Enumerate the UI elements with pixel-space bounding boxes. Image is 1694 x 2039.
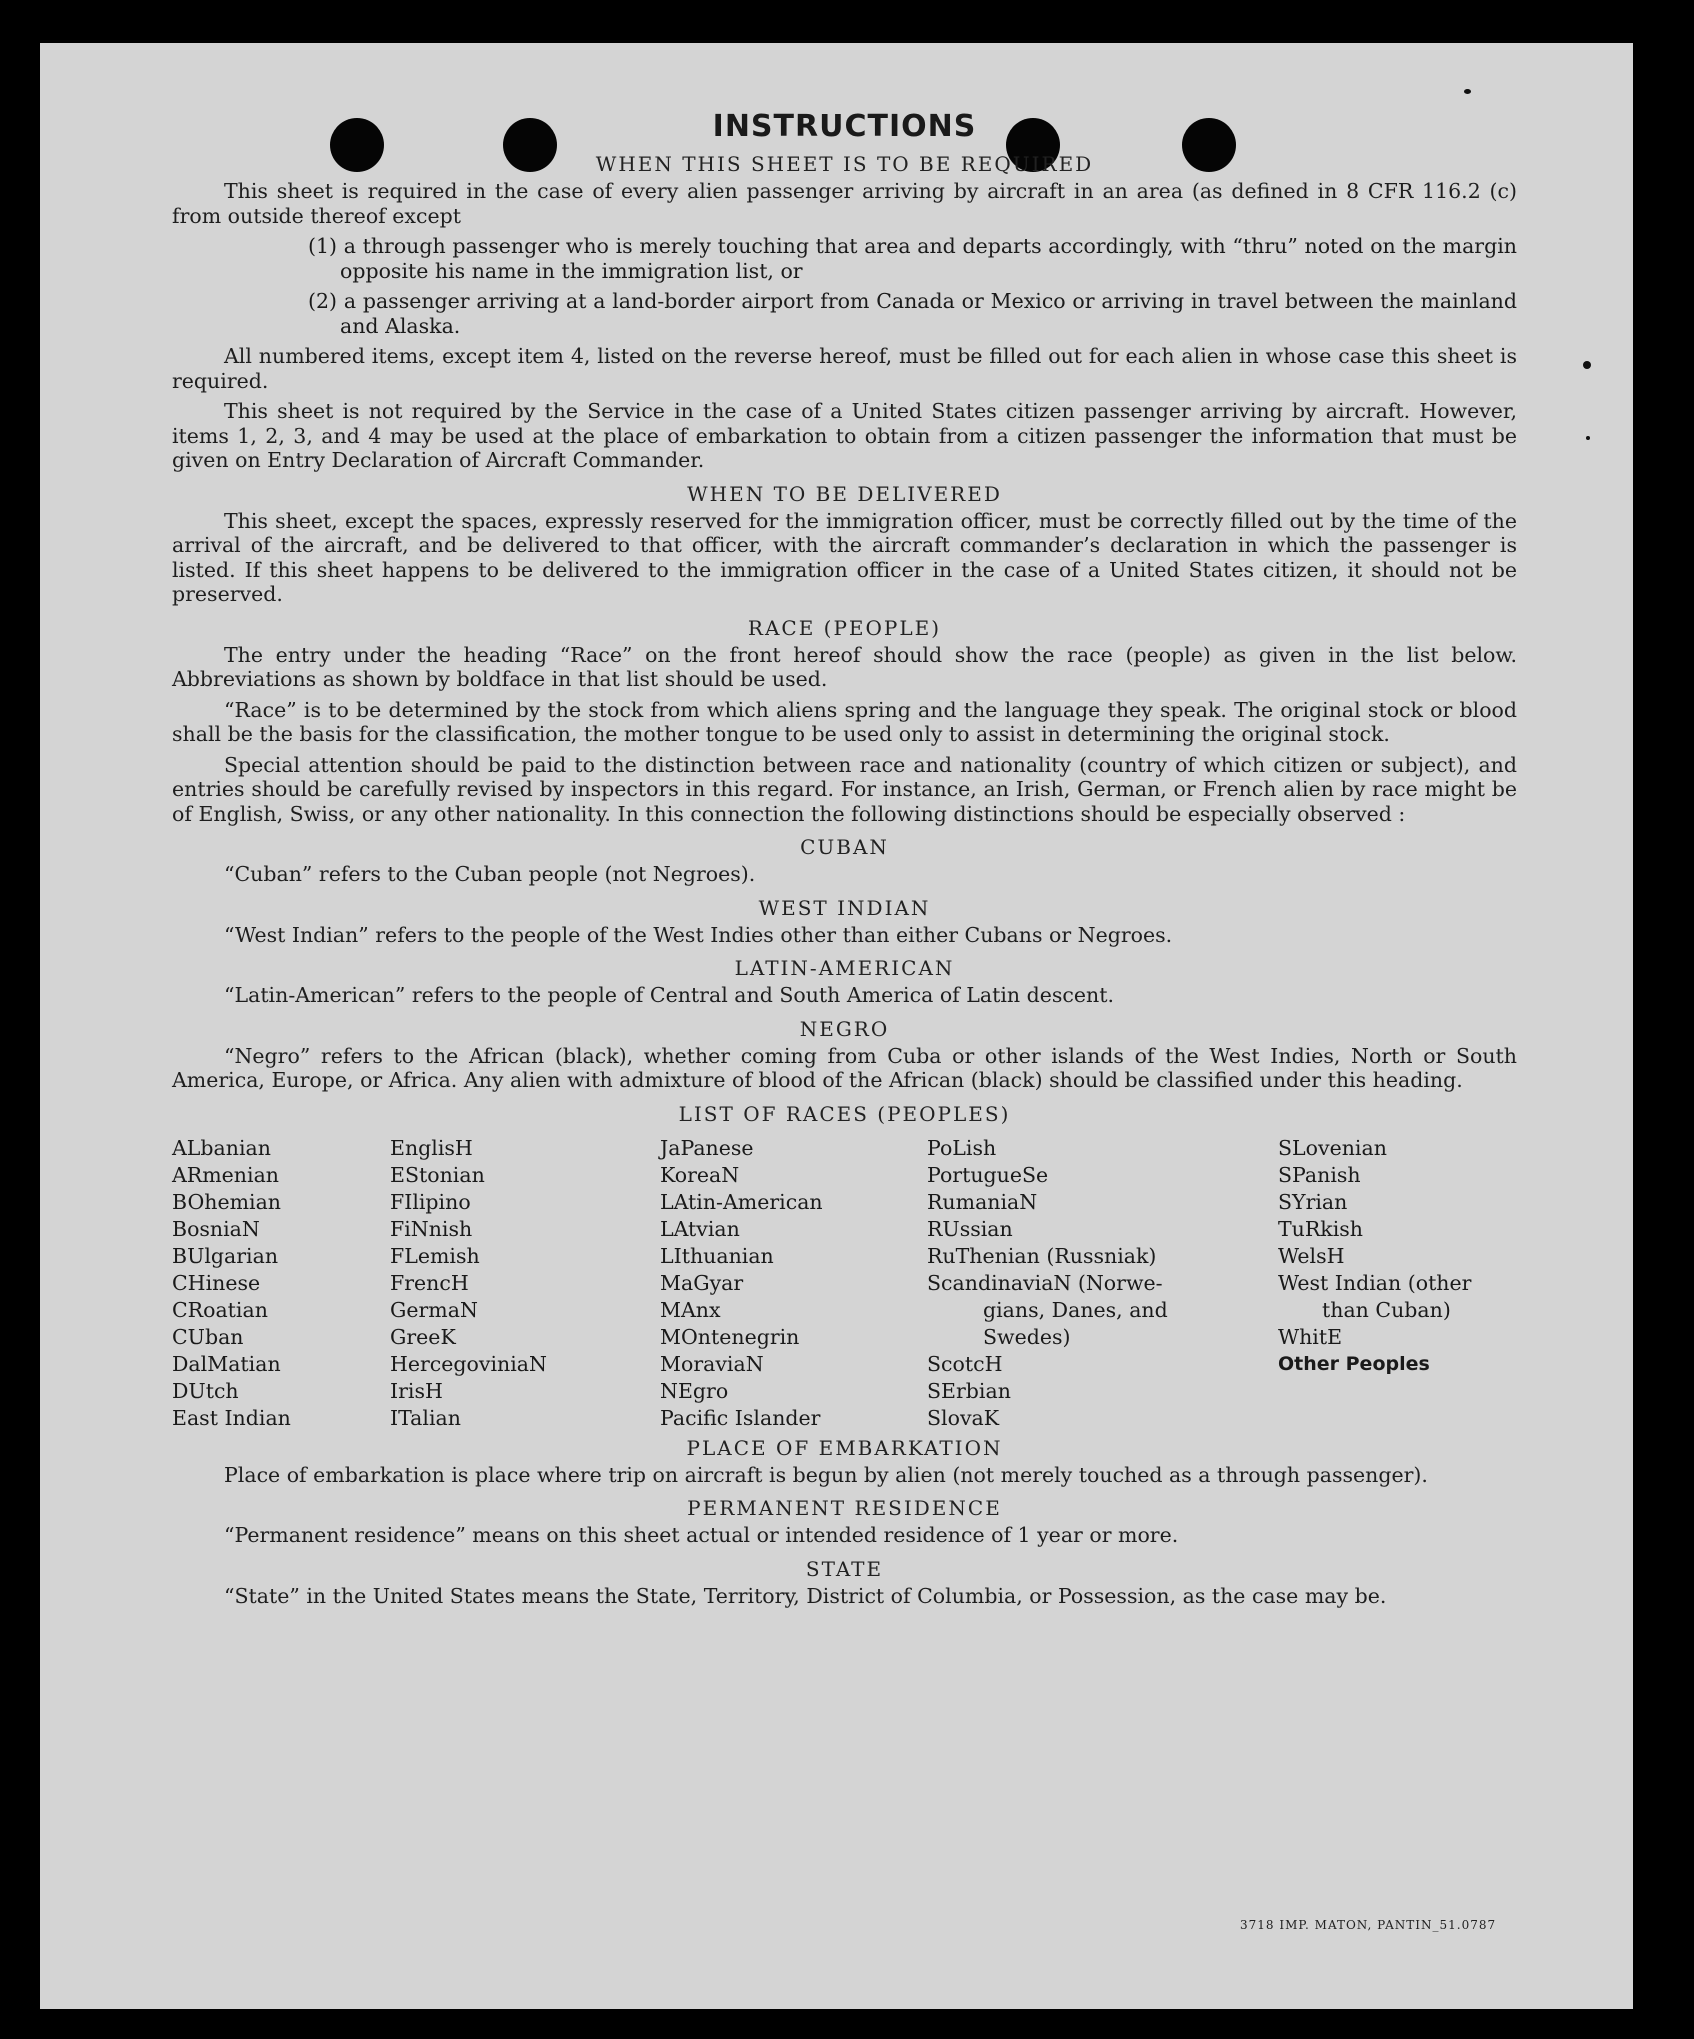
race-item: HercegoviniaN xyxy=(390,1351,547,1376)
race-item: MOntenegrin xyxy=(660,1324,800,1349)
race-item: MoraviaN xyxy=(660,1351,764,1376)
speck xyxy=(1583,361,1591,369)
race-item: SLovenian xyxy=(1278,1135,1387,1160)
paragraph: This sheet, except the spaces, expressly reserved for the immigration officer, must be correctly filled out by the time of the arrival of the aircraft, and be delivered to that officer, with the aircraft commander’s declaration in which the passenger is listed. If this sheet happens to be delivered to the immigration officer in the case of a United States citizen, it should not be preserved. xyxy=(172,508,1517,606)
section-heading-race: RACE (PEOPLE) xyxy=(747,615,942,640)
race-item: JaPanese xyxy=(660,1135,754,1160)
race-item: CHinese xyxy=(172,1270,261,1295)
race-column xyxy=(172,1135,291,1432)
race-item: WhitE xyxy=(1278,1324,1343,1349)
race-item: WelsH xyxy=(1278,1243,1345,1268)
section-heading-negro: NEGRO xyxy=(799,1016,890,1041)
race-item: MaGyar xyxy=(660,1270,744,1295)
section-heading-embarkation: PLACE OF EMBARKATION xyxy=(686,1435,1003,1460)
race-item-continued: Swedes) xyxy=(983,1324,1071,1349)
paragraph: Place of embarkation is place where trip on aircraft is begun by alien (not merely touched as a through passenger). xyxy=(224,1462,1428,1487)
section-heading-state: STATE xyxy=(805,1556,884,1581)
race-item: Pacific Islander xyxy=(660,1405,821,1430)
paragraph: “Permanent residence” means on this sheet actual or intended residence of 1 year or more. xyxy=(224,1523,1179,1547)
race-item: ITalian xyxy=(390,1405,461,1430)
race-item: FIlipino xyxy=(390,1189,471,1214)
race-item: KoreaN xyxy=(660,1162,740,1187)
race-item: SYrian xyxy=(1278,1189,1348,1214)
race-item: DUtch xyxy=(172,1378,239,1403)
speck xyxy=(1464,89,1471,94)
race-item: LIthuanian xyxy=(660,1243,774,1268)
race-item: ARmenian xyxy=(172,1162,279,1187)
paragraph: “Cuban” refers to the Cuban people (not Negroes). xyxy=(224,862,756,886)
section-heading-cuban: CUBAN xyxy=(800,835,889,859)
section-heading-west-indian: WEST INDIAN xyxy=(758,895,931,920)
race-item: FLemish xyxy=(390,1243,480,1268)
race-item: EnglisH xyxy=(390,1135,473,1160)
race-item: TuRkish xyxy=(1278,1216,1364,1241)
race-item: PoLish xyxy=(927,1135,997,1160)
paragraph: Special attention should be paid to the distinction between race and nationality (country of which citizen or subject), and entries should be carefully revised by inspectors in this regard. For instance, an Irish, German, or French alien by race might be of English, Swiss, or any other nationality. In this connection the following distinctions should be especially observed : xyxy=(172,752,1517,826)
race-item: IrisH xyxy=(390,1378,443,1403)
paragraph: “Negro” refers to the African (black), whether coming from Cuba or other islands of the West Indies, North or South America, Europe, or Africa. Any alien with admixture of blood of the African (black) should be classified under this heading. xyxy=(172,1043,1517,1092)
paragraph: This sheet is required in the case of every alien passenger arriving by aircraft in an area (as defined in 8 CFR 116.2 (c) from outside thereof except xyxy=(172,179,1517,228)
printer-imprint: 3718 IMP. MATON, PANTIN_51.0787 xyxy=(1240,1918,1497,1932)
paragraph: “Race” is to be determined by the stock from which aliens spring and the language they speak. The original stock or blood shall be the basis for the classification, the mother tongue to be used only to assist in determining the original stock. xyxy=(172,697,1517,746)
race-item: CUban xyxy=(172,1324,244,1349)
race-item-continued: gians, Danes, and xyxy=(983,1297,1168,1322)
race-column xyxy=(660,1135,823,1432)
race-item: ALbanian xyxy=(172,1135,271,1160)
section-heading-delivered: WHEN TO BE DELIVERED xyxy=(687,481,1002,506)
race-item: RuThenian (Russniak) xyxy=(927,1243,1157,1268)
race-item: PortugueSe xyxy=(927,1162,1049,1187)
race-item: MAnx xyxy=(660,1297,721,1322)
race-item-continued: than Cuban) xyxy=(1322,1297,1451,1322)
race-item: FiNnish xyxy=(390,1216,473,1241)
paragraph: All numbered items, except item 4, listed on the reverse hereof, must be filled out for each alien in whose case this sheet is required. xyxy=(172,344,1517,393)
document-page xyxy=(40,43,1633,2009)
race-item-other-peoples: Other Peoples xyxy=(1278,1352,1430,1375)
list-heading: LIST OF RACES (PEOPLES) xyxy=(678,1101,1011,1126)
race-item: BosniaN xyxy=(172,1216,260,1241)
speck xyxy=(1586,436,1590,440)
section-heading-latin-american: LATIN-AMERICAN xyxy=(734,956,955,980)
race-item: SlovaK xyxy=(927,1405,1000,1430)
race-column xyxy=(390,1135,547,1432)
race-item: ScandinaviaN (Norwe- xyxy=(927,1270,1163,1295)
paragraph: This sheet is not required by the Service in the case of a United States citizen passenger arriving by aircraft. However, items 1, 2, 3, and 4 may be used at the place of embarkation to obtain from a citizen passenger the information that must be given on Entry Declaration of Aircraft Commander. xyxy=(172,399,1517,472)
race-item: LAtin-American xyxy=(660,1189,823,1214)
race-item: SPanish xyxy=(1278,1162,1361,1187)
race-item: RUssian xyxy=(927,1216,1013,1241)
instructions-body xyxy=(172,105,1517,1614)
race-item: FrencH xyxy=(390,1270,469,1295)
race-item: LAtvian xyxy=(660,1216,740,1241)
race-item: SErbian xyxy=(927,1378,1011,1403)
paragraph: “State” in the United States means the State, Territory, District of Columbia, or Possession, as the case may be. xyxy=(224,1583,1387,1608)
paragraph: “West Indian” refers to the people of the West Indies other than either Cubans or Negroes. xyxy=(224,922,1173,947)
race-item: NEgro xyxy=(660,1378,729,1403)
page-title: INSTRUCTIONS xyxy=(712,109,977,144)
race-item: DalMatian xyxy=(172,1351,281,1376)
race-item: East Indian xyxy=(172,1405,291,1430)
race-column xyxy=(927,1135,1168,1432)
race-item: EStonian xyxy=(390,1162,485,1187)
race-list xyxy=(172,1135,1517,1433)
section-heading-residence: PERMANENT RESIDENCE xyxy=(687,1496,1002,1520)
race-item: ScotcH xyxy=(927,1351,1003,1376)
paragraph: “Latin-American” refers to the people of Central and South America of Latin descent. xyxy=(224,983,1114,1007)
race-item: BOhemian xyxy=(172,1189,282,1214)
race-item: GreeK xyxy=(390,1324,456,1349)
race-item: GermaN xyxy=(390,1297,478,1322)
exception-item: (1) a through passenger who is merely touching that area and departs accordingly, with “thru” noted on the margin opposite his name in the immigration list, or xyxy=(308,234,1517,283)
paragraph: The entry under the heading “Race” on the front hereof should show the race (people) as given in the list below. Abbreviations as shown by boldface in that list should be used. xyxy=(172,642,1517,691)
race-column xyxy=(1278,1135,1471,1378)
race-item: CRoatian xyxy=(172,1297,268,1322)
race-item: BUlgarian xyxy=(172,1243,279,1268)
section-heading-required: WHEN THIS SHEET IS TO BE REQUIRED xyxy=(595,152,1094,176)
exception-item: (2) a passenger arriving at a land-border airport from Canada or Mexico or arriving in travel between the mainland and Alaska. xyxy=(308,289,1517,338)
race-item: RumaniaN xyxy=(927,1189,1038,1214)
race-item: West Indian (other xyxy=(1278,1270,1472,1295)
